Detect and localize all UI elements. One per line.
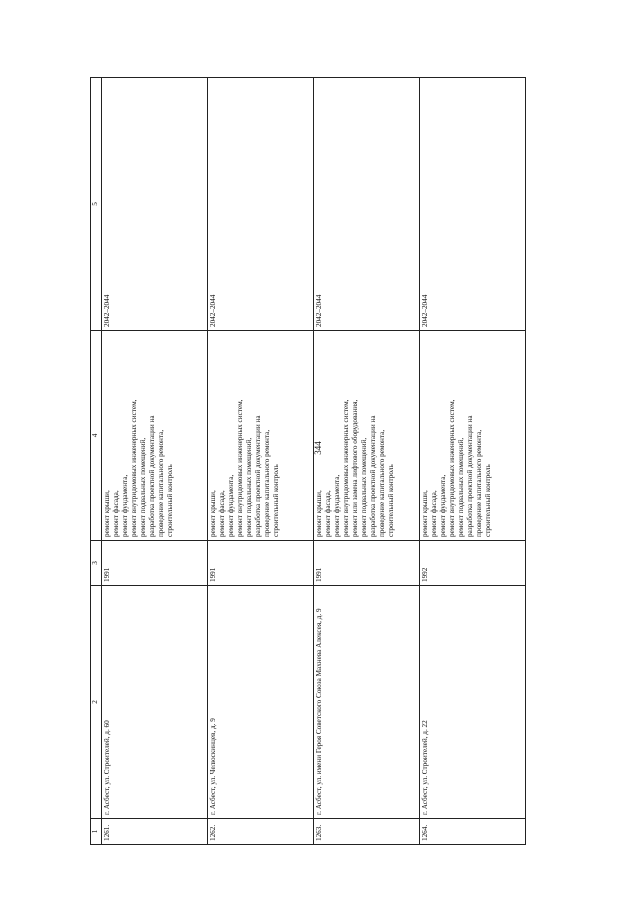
work-item: разработка проектной документации на (466, 415, 474, 537)
table-row (314, 78, 420, 845)
work-item: ремонт фасада, (324, 490, 332, 537)
work-item: разработка проектной документации на (148, 415, 156, 537)
work-item: ремонт фундамента, (333, 474, 341, 537)
year-cell: 1992 (420, 541, 526, 586)
header-row (91, 78, 102, 845)
row-number: 1263. (314, 819, 420, 845)
table-row (102, 78, 208, 845)
page-number: 344 (312, 441, 323, 455)
work-item: ремонт внутридомовых инженерных систем, (130, 399, 138, 537)
header-col-1: 1 (91, 819, 102, 845)
header-col-5: 5 (91, 78, 102, 331)
work-item: ремонт фундамента, (121, 474, 129, 537)
works-cell (420, 331, 526, 541)
work-item: проведение капитального ремонта, (475, 429, 483, 537)
work-item: ремонт фасада, (218, 490, 226, 537)
address-cell: г. Асбест, ул. Челюскинцев, д. 9 (208, 586, 314, 819)
work-item: ремонт внутридомовых инженерных систем, (342, 399, 350, 537)
work-item: разработка проектной документации на (254, 415, 262, 537)
row-number: 1264. (420, 819, 526, 845)
work-item: разработка проектной документации на (369, 415, 377, 537)
year-cell: 1991 (102, 541, 208, 586)
row-number: 1262. (208, 819, 314, 845)
work-item: ремонт подвальных помещений, (360, 437, 368, 537)
address-cell: г. Асбест, ул. Строителей, д. 22 (420, 586, 526, 819)
table-row (420, 78, 526, 845)
period-cell: 2042–2044 (208, 78, 314, 331)
period-cell: 2042–2044 (420, 78, 526, 331)
header-col-4: 4 (91, 331, 102, 541)
work-item: строительный контроль (387, 464, 395, 537)
work-item: проведение капитального ремонта, (263, 429, 271, 537)
works-cell (314, 331, 420, 541)
work-item: ремонт крыши, (315, 490, 323, 537)
work-item: ремонт подвальных помещений, (457, 437, 465, 537)
work-item: ремонт фундамента, (439, 474, 447, 537)
year-cell: 1991 (314, 541, 420, 586)
period-cell: 2042–2044 (314, 78, 420, 331)
work-item: ремонт крыши, (421, 490, 429, 537)
work-item: ремонт крыши, (209, 490, 217, 537)
work-item: ремонт или замена лифтового оборудования, (351, 399, 359, 537)
work-item: проведение капитального ремонта, (157, 429, 165, 537)
work-item: ремонт внутридомовых инженерных систем, (236, 399, 244, 537)
table-row (208, 78, 314, 845)
header-col-3: 3 (91, 541, 102, 586)
work-item: ремонт крыши, (103, 490, 111, 537)
header-col-2: 2 (91, 586, 102, 819)
work-item: строительный контроль (484, 464, 492, 537)
works-cell (208, 331, 314, 541)
rotated-sheet (90, 78, 530, 845)
work-item: проведение капитального ремонта, (378, 429, 386, 537)
work-item: ремонт подвальных помещений, (245, 437, 253, 537)
works-cell (102, 331, 208, 541)
work-item: строительный контроль (272, 464, 280, 537)
work-item: строительный контроль (166, 464, 174, 537)
period-cell: 2042–2044 (102, 78, 208, 331)
work-item: ремонт фасада, (112, 490, 120, 537)
address-cell: г. Асбест, ул. имени Героя Советского Союза Махнева Алексея, д. 9 (314, 586, 420, 819)
year-cell: 1991 (208, 541, 314, 586)
row-number: 1261. (102, 819, 208, 845)
work-item: ремонт фундамента, (227, 474, 235, 537)
repair-registry-table (90, 77, 526, 845)
work-item: ремонт фасада, (430, 490, 438, 537)
work-item: ремонт внутридомовых инженерных систем, (448, 399, 456, 537)
work-item: ремонт подвальных помещений, (139, 437, 147, 537)
address-cell: г. Асбест, ул. Строителей, д. 60 (102, 586, 208, 819)
